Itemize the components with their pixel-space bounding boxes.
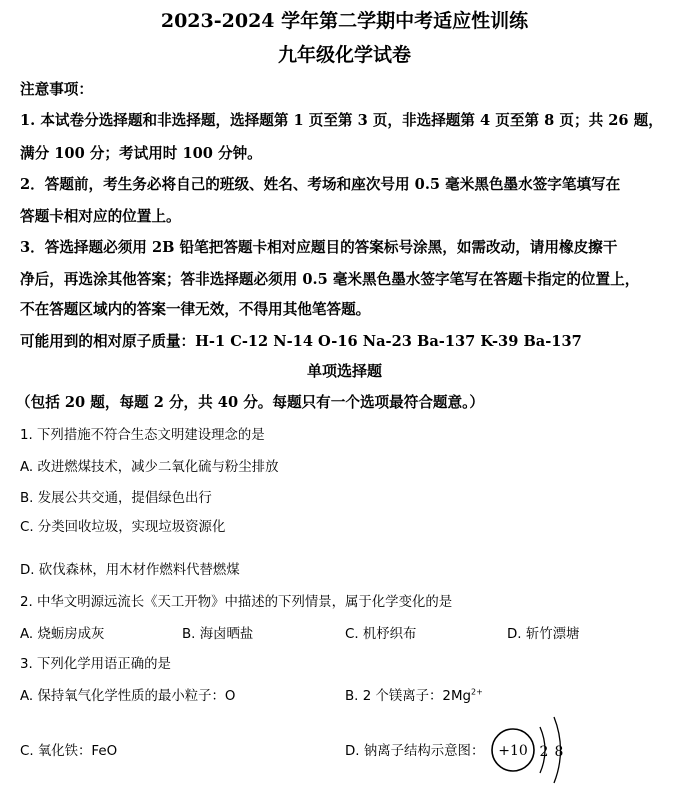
- note-2-line-1: 2．答题前，考生务必将自己的班级、姓名、考场和座次号用 0.5 毫米黑色墨水签字笔填写在: [20, 176, 621, 193]
- note-3-line-1: 3．答选择题必须用 2B 铅笔把答题卡相对应题目的答案标号涂黑，如需改动，请用橡皮擦干: [20, 239, 618, 256]
- question-1-option-d: D. 砍伐森林，用木材作燃料代替燃煤: [20, 563, 240, 578]
- note-3-line-2: 净后，再选涂其他答案；答非选择题必须用 0.5 毫米黑色墨水签字笔写在答题卡指定的位置上，: [20, 271, 640, 288]
- question-3-option-b-charge: 2+: [471, 687, 483, 697]
- question-2-option-c: C. 机杼织布: [345, 627, 417, 642]
- question-1-option-b: B. 发展公共交通，提倡绿色出行: [20, 491, 212, 506]
- question-1-option-a: A. 改进燃煤技术，减少二氧化硫与粉尘排放: [20, 460, 279, 475]
- exam-subtitle: 九年级化学试卷: [277, 44, 411, 66]
- exam-title: 2023-2024 学年第二学期中考适应性训练: [160, 10, 529, 32]
- question-2-option-b: B. 海卤晒盐: [182, 627, 254, 642]
- note-1-line-1: 1. 本试卷分选择题和非选择题，选择题第 1 页至第 3 页，非选择题第 4 页至第 8 页；共 26 题，: [20, 112, 663, 129]
- section-instruction: （包括 20 题，每题 2 分，共 40 分。每题只有一个选项最符合题意。）: [16, 394, 484, 411]
- note-2-line-2: 答题卡相对应的位置上。: [20, 208, 181, 225]
- question-3-option-d: D. 钠离子结构示意图：: [345, 744, 485, 759]
- question-1-stem: 1. 下列措施不符合生态文明建设理念的是: [20, 428, 265, 443]
- note-3-line-3: 不在答题区域内的答案一律无效，不得用其他笔答题。: [20, 301, 371, 318]
- question-1-option-c: C. 分类回收垃圾，实现垃圾资源化: [20, 520, 226, 535]
- question-2-option-a: A. 烧蛎房成灰: [20, 627, 105, 642]
- sodium-ion-structure-diagram: [470, 713, 580, 788]
- notes-heading: 注意事项：: [20, 81, 93, 98]
- nucleus-charge: +10: [498, 743, 528, 759]
- question-3-option-b: [345, 685, 483, 704]
- section-title: 单项选择题: [306, 362, 382, 380]
- question-3-stem: 3. 下列化学用语正确的是: [20, 657, 171, 672]
- question-3-option-b-text: B. 2 个镁离子：2Mg: [345, 689, 472, 704]
- shell-1-electrons: 2: [539, 744, 549, 760]
- question-2-option-d: D. 斩竹漂塘: [507, 627, 580, 642]
- question-3-option-a: A. 保持氧气化学性质的最小粒子：O: [20, 689, 236, 704]
- shell-2-electrons: 8: [554, 744, 564, 760]
- note-1-line-2: 满分 100 分；考试用时 100 分钟。: [20, 145, 262, 162]
- question-2-stem: 2. 中华文明源远流长《天工开物》中描述的下列情景，属于化学变化的是: [20, 595, 453, 610]
- question-3-option-c: C. 氧化铁：FeO: [20, 744, 118, 759]
- atomic-mass-line: 可能用到的相对原子质量：H-1 C-12 N-14 O-16 Na-23 Ba-137 K-39 Ba-137: [20, 333, 582, 350]
